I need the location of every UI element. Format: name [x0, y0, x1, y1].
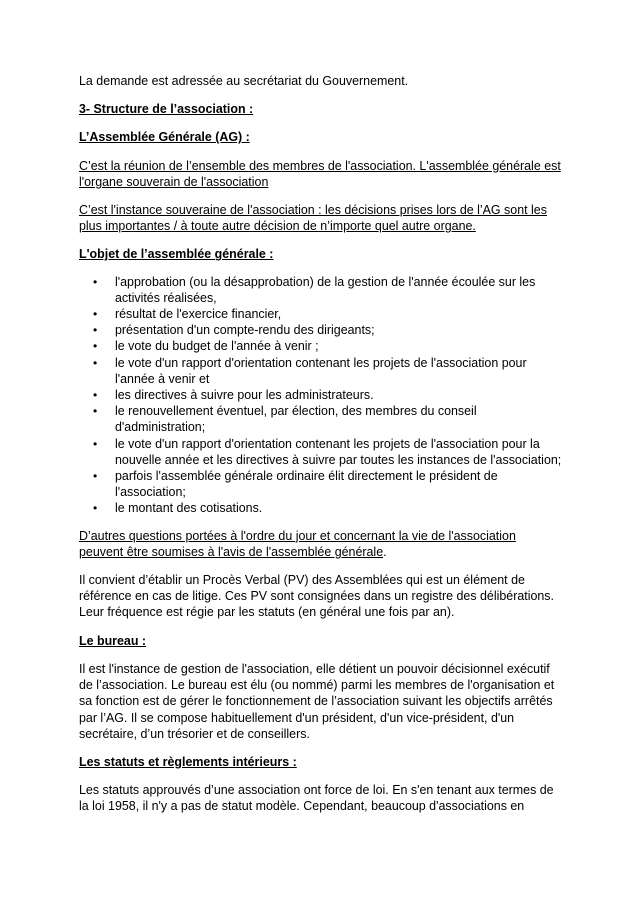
list-item-text: le renouvellement éventuel, par élection, des membres du conseil d'administration; [115, 404, 477, 435]
bullet-icon: • [93, 307, 98, 322]
document-page [79, 73, 563, 827]
autres-questions-period: . [383, 544, 387, 559]
bullet-icon: • [93, 436, 98, 451]
list-item-text: présentation d'un compte-rendu des dirigeants; [115, 323, 375, 338]
bureau-heading: Le bureau : [79, 633, 147, 648]
list-item [79, 355, 563, 387]
list-item [79, 306, 563, 322]
bullet-icon: • [93, 355, 98, 370]
section-3-heading: 3- Structure de l’association : [79, 102, 254, 117]
statuts-paragraph: Les statuts approuvés d’une association ont force de loi. En s'en tenant aux termes de la loi 1958, il n'y a pas de statut modèle. Cependant, beaucoup d'associations en [79, 783, 554, 814]
list-item-text: l'approbation (ou la désapprobation) de la gestion de l'année écoulée sur les activités réalisées, [115, 274, 536, 305]
list-item-text: le vote du budget de l'année à venir ; [115, 339, 319, 354]
proces-verbal-paragraph: Il convient d’établir un Procès Verbal (PV) des Assemblées qui est un élément de référence en cas de litige. Ces PV sont consignées dans un registre des délibérations. Leur fréquence est régie par les statuts (en général une fois par an). [79, 573, 554, 620]
objet-ag-list [79, 274, 563, 517]
list-item-text: résultat de l'exercice financier, [115, 307, 282, 322]
bullet-icon: • [93, 274, 98, 289]
assemblee-generale-heading: L’Assemblée Générale (AG) : [79, 130, 250, 145]
list-item [79, 274, 563, 306]
objet-ag-heading: L'objet de l’assemblée générale : [79, 247, 274, 262]
list-item-text: les directives à suivre pour les administrateurs. [115, 388, 374, 403]
bureau-paragraph: Il est l'instance de gestion de l'association, elle détient un pouvoir décisionnel exécutif de l’association. Le bureau est élu (ou nommé) parmi les membres de l'organisation et sa fonction est de gérer le fonctionnement de l’association suivant les objectifs arrêtés par l’AG. Il se compose habituellement d'un président, d'un vice-président, d'un secrétaire, d’un trésorier et de conseillers. [79, 661, 555, 741]
bullet-icon: • [93, 323, 98, 338]
list-item-text: le vote d'un rapport d'orientation contenant les projets de l'association pour la nouvelle année et les directives à suivre par toutes les instances de l'association; [115, 436, 562, 467]
list-item [79, 500, 563, 516]
bullet-icon: • [93, 388, 98, 403]
intro-paragraph: La demande est adressée au secrétariat du Gouvernement. [79, 74, 409, 88]
statuts-heading: Les statuts et règlements intérieurs : [79, 754, 297, 769]
list-item [79, 338, 563, 354]
bullet-icon: • [93, 339, 98, 354]
list-item-text: le vote d'un rapport d'orientation contenant les projets de l'association pour l'année à venir et [115, 355, 527, 386]
list-item [79, 387, 563, 403]
bullet-icon: • [93, 469, 98, 484]
bullet-icon: • [93, 404, 98, 419]
list-item [79, 403, 563, 435]
ag-sovereign-paragraph: C’est l'instance souveraine de l'association : les décisions prises lors de l’AG sont les plus importantes / à toute autre décision de n’importe quel autre organe. [79, 203, 547, 234]
autres-questions-text: D’autres questions portées à l'ordre du jour et concernant la vie de l'association peuvent être soumises à l'avis de l'assemblée générale [79, 528, 516, 559]
list-item-text: parfois l'assemblée générale ordinaire élit directement le président de l'association; [115, 469, 498, 500]
bullet-icon: • [93, 501, 98, 516]
list-item [79, 468, 563, 500]
list-item [79, 322, 563, 338]
ag-definition-paragraph: C’est la réunion de l’ensemble des membres de l'association. L'assemblée générale est l'organe souverain de l'association [79, 158, 561, 189]
list-item-text: le montant des cotisations. [115, 501, 263, 516]
autres-questions-paragraph [79, 528, 563, 560]
list-item [79, 436, 563, 468]
